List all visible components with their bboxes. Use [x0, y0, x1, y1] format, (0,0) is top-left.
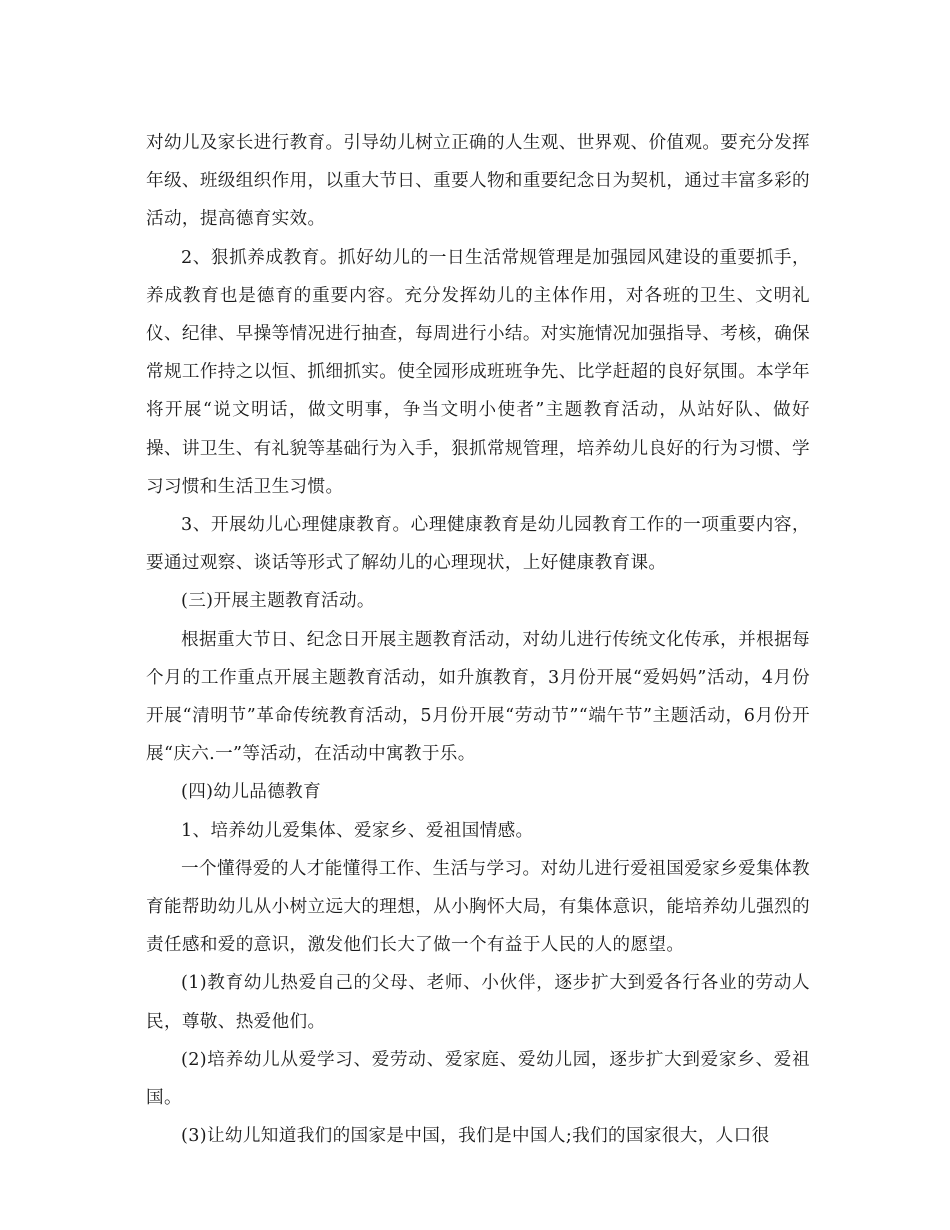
paragraph-moral-education-intro: 对幼儿及家长进行教育。引导幼儿树立正确的人生观、世界观、价值观。要充分发挥年级、班级组织作用，以重大节日、重要人物和重要纪念日为契机，通过丰富多彩的活动，提高德育实效。	[146, 133, 810, 230]
paragraph-habit-education: 2、狠抓养成教育。抓好幼儿的一日生活常规管理是加强园风建设的重要抓手，养成教育也是德育的重要内容。充分发挥幼儿的主体作用，对各班的卫生、文明礼仪、纪律、早操等情况进行抽查，每周进行小结。对实施情况加强指导、考核，确保常规工作持之以恒、抓细抓实。使全园形成班班争先、比学赶超的良好氛围。本学年将开展“说文明话，做文明事，争当文明小使者”主题教育活动，从站好队、做好操、讲卫生、有礼貌等基础行为入手，狠抓常规管理，培养幼儿良好的行为习惯、学习习惯和生活卫生习惯。	[146, 247, 810, 497]
subheading-love-collective: 1、培养幼儿爱集体、爱家乡、爱祖国情感。	[181, 820, 534, 841]
section-heading-moral-character: (四)幼儿品德教育	[181, 782, 322, 803]
paragraph-theme-activities: 根据重大节日、纪念日开展主题教育活动，对幼儿进行传统文化传承，并根据每个月的工作重点开展主题教育活动，如升旗教育，3月份开展“爱妈妈”活动，4月份开展“清明节”革命传统教育活动，5月份开展“劳动节”“端午节”主题活动，6月份开展“庆六.一”等活动，在活动中寓教于乐。	[146, 629, 810, 765]
document-body	[146, 124, 810, 1155]
paragraph-mental-health-education: 3、开展幼儿心理健康教育。心理健康教育是幼儿园教育工作的一项重要内容，要通过观察、谈话等形式了解幼儿的心理现状，上好健康教育课。	[146, 515, 810, 574]
list-item-2: (2)培养幼儿从爱学习、爱劳动、爱家庭、爱幼儿园，逐步扩大到爱家乡、爱祖国。	[146, 1049, 810, 1109]
list-item-3: (3)让幼儿知道我们的国家是中国，我们是中国人;我们的国家很大，人口很	[181, 1126, 770, 1147]
section-heading-theme-activities: (三)开展主题教育活动。	[181, 591, 375, 612]
paragraph-love-education: 一个懂得爱的人才能懂得工作、生活与学习。对幼儿进行爱祖国爱家乡爱集体教育能帮助幼儿从小树立远大的理想，从小胸怀大局，有集体意识，能培养幼儿强烈的责任感和爱的意识，激发他们长大了做一个有益于人民的人的愿望。	[146, 858, 810, 956]
list-item-1: (1)教育幼儿热爱自己的父母、老师、小伙伴，逐步扩大到爱各行各业的劳动人民，尊敬、热爱他们。	[146, 973, 810, 1032]
